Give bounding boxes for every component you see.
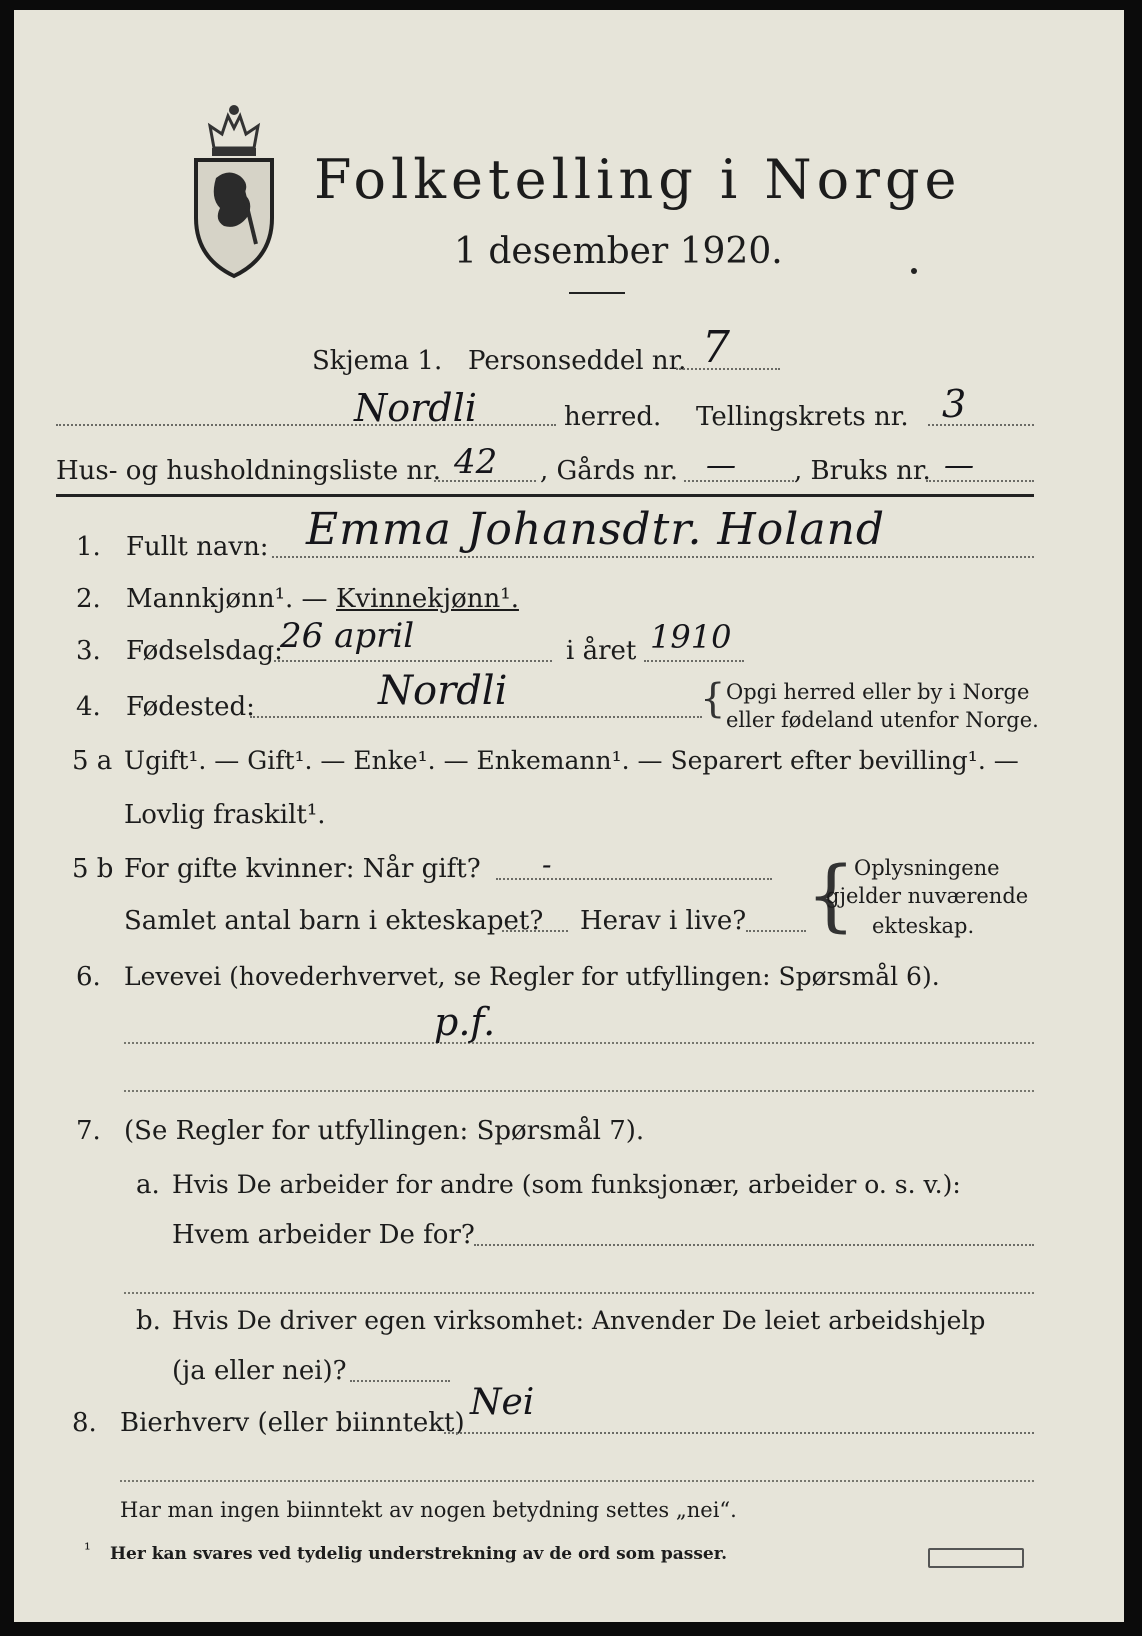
q5b-note-line3: ekteskap.: [872, 914, 975, 938]
q3-year-label: i året: [566, 636, 637, 666]
q1-number: 1.: [76, 532, 101, 562]
q5b-children-line: [502, 930, 568, 932]
footnote-text: Her kan svares ved tydelig understrekning av de ord som passer.: [110, 1544, 728, 1564]
census-form-page: [14, 10, 1124, 1622]
q3-year-value: 1910: [650, 618, 732, 656]
q4-note-line2: eller fødeland utenfor Norge.: [726, 708, 1039, 732]
q5a-number: 5 a: [72, 746, 113, 776]
q7b-question: Hvis De driver egen virksomhet: Anvender De leiet arbeidshjelp: [172, 1306, 986, 1335]
q2-female-option: Kvinnekjønn¹.: [336, 584, 519, 614]
q8-label: Bierhverv (eller biinntekt): [120, 1408, 465, 1438]
q7a-extra-line: [124, 1292, 1034, 1294]
header-rule: [56, 494, 1034, 497]
gards-value: —: [706, 448, 736, 483]
q5b-married-when-value: -: [542, 848, 552, 881]
q7a-question: Hvis De arbeider for andre (som funksjonær, arbeider o. s. v.):: [172, 1170, 961, 1199]
q4-line: [250, 716, 702, 718]
q7-label: (Se Regler for utfyllingen: Spørsmål 7).: [124, 1116, 645, 1146]
q7a-employer-line: [474, 1244, 1034, 1246]
q7a-letter: a.: [136, 1170, 160, 1200]
q5a-options: Ugift¹. — Gift¹. — Enke¹. — Enkemann¹. — Separert efter bevilling¹. —: [124, 746, 1019, 775]
q3-line: [274, 660, 552, 662]
q3-label: Fødselsdag:: [126, 636, 283, 666]
hus-value: 42: [454, 442, 498, 482]
q4-number: 4.: [76, 692, 101, 722]
hus-label: Hus- og husholdningsliste nr.: [56, 456, 442, 486]
q8-number: 8.: [72, 1408, 97, 1438]
title-divider: [569, 292, 625, 294]
q3-number: 3.: [76, 636, 101, 666]
q5b-children-label: Samlet antal barn i ekteskapet?: [124, 906, 544, 936]
herred-label: herred.: [564, 402, 662, 432]
schema-label: Skjema 1.: [312, 346, 443, 376]
q5b-number: 5 b: [72, 854, 114, 884]
q1-label: Fullt navn:: [126, 532, 269, 562]
q7b-yes-no-line: [350, 1380, 450, 1382]
bruks-line: [926, 480, 1034, 482]
q8-value: Nei: [470, 1382, 535, 1423]
q5b-married-when-label: For gifte kvinner: Når gift?: [124, 854, 481, 884]
q7b-yes-no-label: (ja eller nei)?: [172, 1356, 347, 1386]
q4-value: Nordli: [378, 668, 508, 714]
q7b-letter: b.: [136, 1306, 161, 1336]
q7a-employer-label: Hvem arbeider De for?: [172, 1220, 475, 1250]
tellingskrets-label: Tellingskrets nr.: [696, 402, 909, 432]
q5b-alive-label: Herav i live?: [580, 906, 747, 936]
norwegian-coat-of-arms-icon: [184, 98, 284, 280]
personseddel-label: Personseddel nr.: [468, 346, 687, 376]
form-title: Folketelling i Norge: [314, 148, 962, 211]
ink-dot: [911, 268, 917, 274]
q4-label: Fødested:: [126, 692, 255, 722]
q5b-married-when-line: [496, 878, 772, 880]
q5b-note-line1: Oplysningene: [854, 856, 1000, 880]
q6-line1: [124, 1042, 1034, 1044]
q3-year-line: [644, 660, 744, 662]
q6-label: Levevei (hovederhvervet, se Regler for utfyllingen: Spørsmål 6).: [124, 962, 940, 991]
q5b-note-line2: gjelder nuværende: [826, 884, 1029, 908]
q2-number: 2.: [76, 584, 101, 614]
q6-number: 6.: [76, 962, 101, 992]
q5b-alive-line: [746, 930, 806, 932]
bruks-value: —: [944, 448, 974, 483]
printer-stamp: [928, 1548, 1024, 1568]
q4-note-line1: Opgi herred eller by i Norge: [726, 680, 1030, 704]
tellingskrets-value: 3: [942, 382, 967, 426]
herred-value: Nordli: [354, 386, 477, 430]
q8-line: [444, 1432, 1034, 1434]
personseddel-value: 7: [702, 322, 730, 373]
census-date: 1 desember 1920.: [454, 231, 783, 272]
q1-value: Emma Johansdtr. Holand: [306, 504, 886, 555]
bruks-label: , Bruks nr.: [794, 456, 931, 486]
gards-line: [684, 480, 794, 482]
q6-value: p.f.: [434, 1000, 496, 1044]
q8-note: Har man ingen biinntekt av nogen betydning settes „nei“.: [120, 1498, 737, 1522]
q4-brace: {: [700, 676, 726, 722]
q8-extra-line: [120, 1480, 1034, 1482]
gards-label: , Gårds nr.: [540, 456, 679, 486]
q5a-options-line2: Lovlig fraskilt¹.: [124, 800, 326, 830]
q1-line: [272, 556, 1034, 558]
q7-number: 7.: [76, 1116, 101, 1146]
q2-male-option: Mannkjønn¹. —: [126, 584, 328, 614]
q6-line2: [124, 1090, 1034, 1092]
footnote-mark: ¹: [84, 1540, 91, 1560]
herred-line: [56, 424, 556, 426]
q3-value: 26 april: [280, 616, 415, 656]
q5b-brace: {: [806, 851, 856, 941]
